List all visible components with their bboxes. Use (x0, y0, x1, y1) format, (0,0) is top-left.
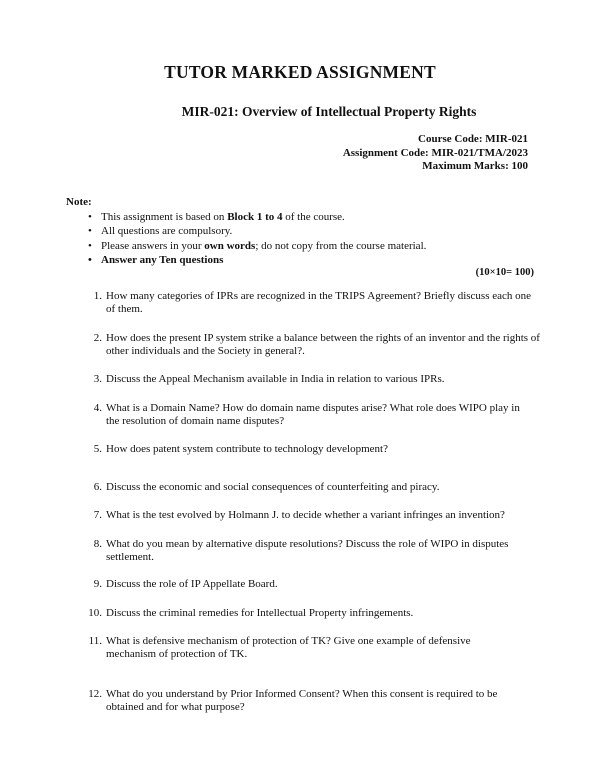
question-number: 6. (93, 481, 102, 493)
question-number: 7. (93, 509, 102, 521)
question-item (80, 290, 540, 316)
question-text: What do you understand by Prior Informed Consent? When this consent is required to be obtained and for what purpose? (106, 688, 498, 713)
note-text: This assignment is based on (101, 211, 228, 223)
page-title: TUTOR MARKED ASSIGNMENT (164, 62, 436, 82)
question-text: Discuss the criminal remedies for Intellectual Property infringements. (106, 607, 414, 619)
note-text: of the course. (282, 211, 345, 223)
question-number: 3. (93, 373, 102, 385)
assignment-code: Assignment Code: MIR-021/TMA/2023 (342, 146, 528, 159)
question-item (80, 607, 540, 620)
question-number: 11. (88, 635, 102, 647)
question-number: 4. (93, 402, 102, 414)
question-text: Discuss the Appeal Mechanism available in India in relation to various IPRs. (106, 373, 445, 385)
note-list (88, 210, 426, 267)
question-item (80, 332, 540, 358)
question-number: 8. (93, 538, 102, 550)
note-bold-text: Block 1 to 4 (227, 211, 283, 223)
note-text: All questions are compulsory. (101, 225, 233, 238)
question-text: How does patent system contribute to technology development? (106, 443, 388, 455)
question-item (80, 538, 540, 564)
question-item (80, 635, 540, 661)
note-text: ; do not copy from the course material. (255, 239, 427, 252)
question-number: 5. (93, 443, 102, 455)
maximum-marks: Maximum Marks: 100 (422, 160, 528, 172)
course-code: Course Code: MIR-021 (418, 133, 528, 145)
question-number: 12. (88, 688, 102, 700)
question-item (80, 578, 540, 591)
question-item (80, 509, 540, 522)
note-item (88, 253, 426, 267)
question-text: Discuss the economic and social consequences of counterfeiting and piracy. (106, 481, 440, 493)
question-item (80, 443, 540, 456)
question-text: What do you mean by alternative dispute resolutions? Discuss the role of WIPO in disputes settlement. (106, 538, 509, 563)
course-codes-block (343, 133, 528, 174)
question-item (80, 688, 540, 714)
note-bold-text: Answer any Ten questions (101, 253, 224, 266)
marks-formula: (10×10= 100) (475, 267, 534, 278)
note-bold-text: own words (204, 239, 256, 252)
course-subtitle: MIR-021: Overview of Intellectual Property Rights (181, 104, 477, 119)
question-item (80, 402, 540, 428)
note-item (88, 210, 426, 224)
question-text: What is defensive mechanism of protection of TK? Give one example of defensive mechanism of protection of TK. (106, 635, 471, 660)
note-label: Note: (66, 196, 92, 208)
question-text: How many categories of IPRs are recognized in the TRIPS Agreement? Briefly discuss each one of them. (106, 290, 532, 315)
question-text: How does the present IP system strike a balance between the rights of an inventor and the rights of other individuals and the Society in general?. (106, 332, 540, 357)
note-item (88, 224, 426, 238)
question-text: Discuss the role of IP Appellate Board. (106, 578, 278, 590)
question-number: 2. (93, 332, 102, 344)
question-item (80, 481, 540, 494)
question-number: 10. (88, 607, 102, 619)
question-text: What is the test evolved by Holmann J. to decide whether a variant infringes an invention? (106, 509, 505, 521)
question-text: What is a Domain Name? How do domain name disputes arise? What role does WIPO play in the resolution of domain name disputes? (106, 402, 520, 427)
note-text: Please answers in your (101, 239, 205, 252)
question-number: 9. (93, 578, 102, 590)
note-item (88, 239, 426, 253)
question-number: 1. (93, 290, 102, 302)
question-item (80, 373, 540, 386)
